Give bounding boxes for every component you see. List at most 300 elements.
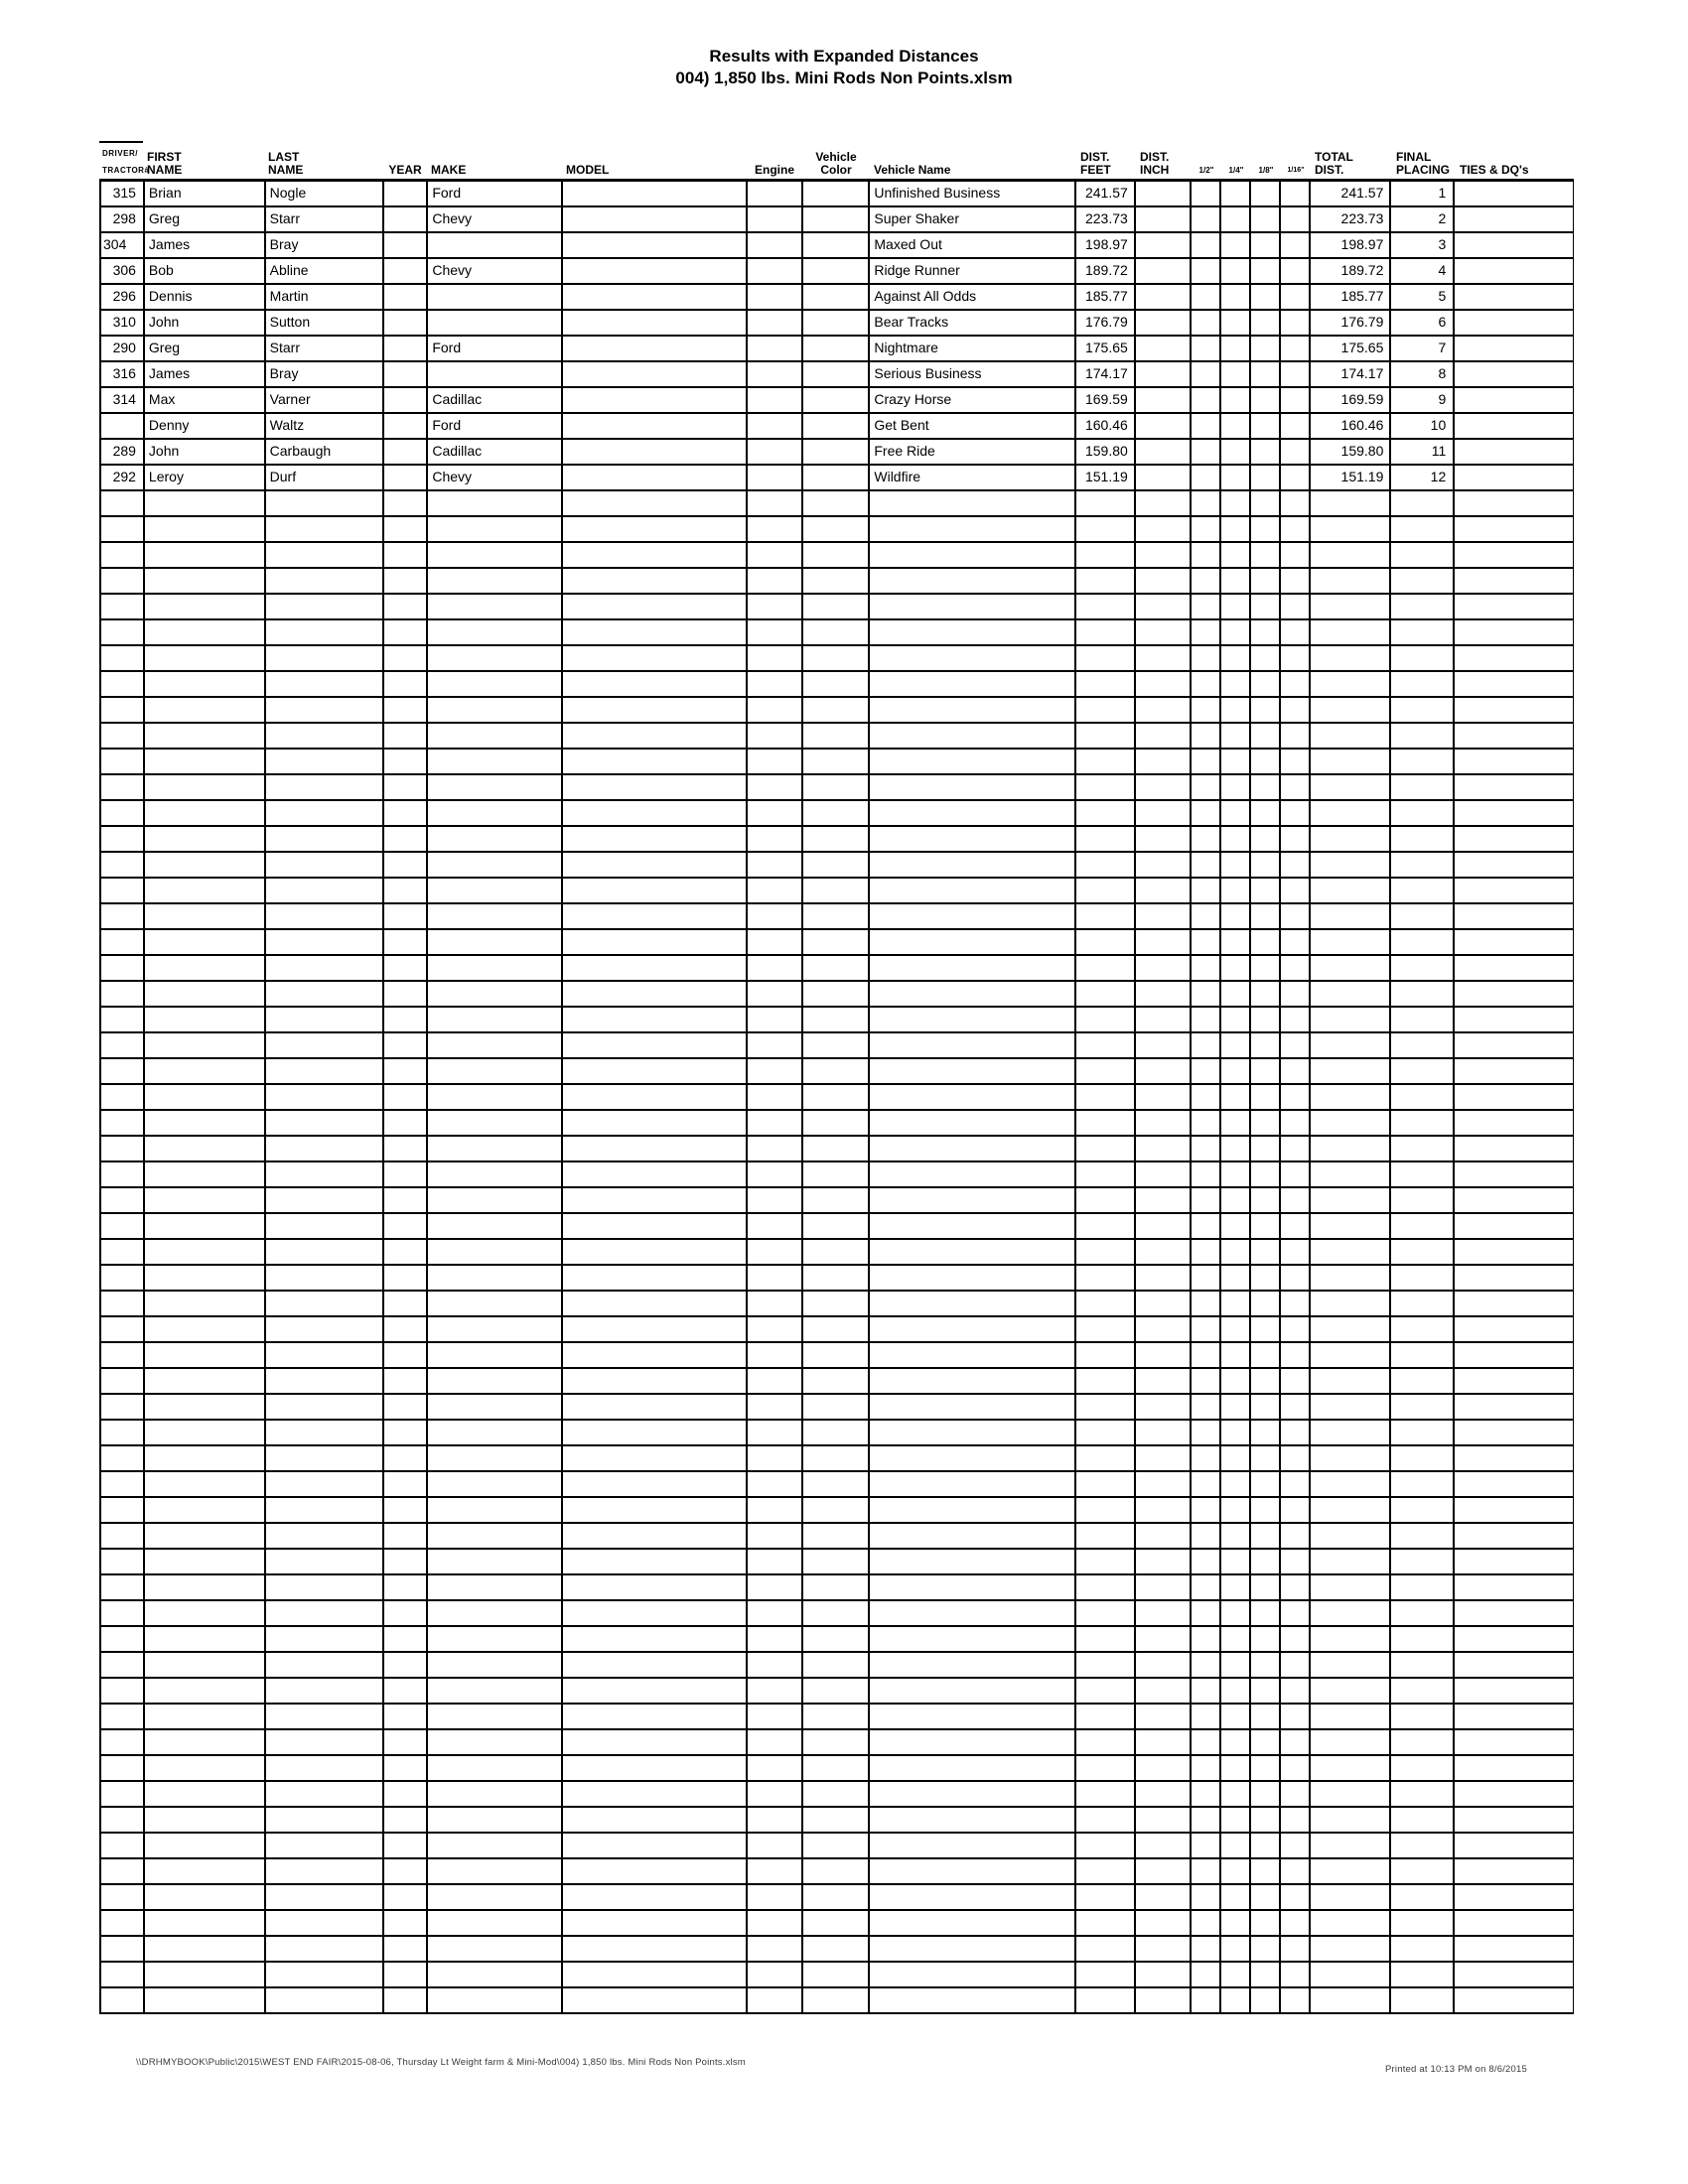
cell-ties [1455, 182, 1573, 205]
cell-quarter [1221, 879, 1251, 902]
cell-num [101, 750, 145, 773]
cell-num [101, 569, 145, 593]
cell-last [266, 1033, 385, 1057]
cell-sixteenth [1281, 750, 1311, 773]
cell-color [803, 1498, 871, 1522]
cell-last [266, 1369, 385, 1393]
cell-model [563, 337, 748, 360]
cell-color [803, 672, 871, 696]
cell-sixteenth [1281, 1808, 1311, 1832]
cell-eighth [1251, 1111, 1281, 1135]
empty-row [101, 1033, 1573, 1059]
cell-total: 159.80 [1311, 440, 1392, 464]
cell-sixteenth [1281, 930, 1311, 954]
cell-vehicle [870, 904, 1076, 928]
cell-quarter [1221, 388, 1251, 412]
cell-make [428, 1911, 563, 1935]
cell-half [1192, 182, 1221, 205]
cell-model [563, 1730, 748, 1754]
cell-placing [1391, 1834, 1455, 1857]
cell-inch [1136, 517, 1192, 541]
cell-vehicle [870, 1343, 1076, 1367]
cell-make [428, 1963, 563, 1986]
cell-eighth [1251, 1885, 1281, 1909]
column-header-placing: FINAL PLACING [1396, 150, 1450, 177]
cell-half [1192, 440, 1221, 464]
cell-vehicle: Wildfire [870, 466, 1076, 489]
cell-quarter [1221, 1395, 1251, 1419]
cell-make [428, 517, 563, 541]
cell-last [266, 1885, 385, 1909]
cell-color [803, 1188, 871, 1212]
cell-placing [1391, 775, 1455, 799]
cell-quarter [1221, 1162, 1251, 1186]
cell-year [384, 853, 428, 877]
cell-num [101, 543, 145, 567]
cell-inch [1136, 362, 1192, 386]
cell-vehicle: Maxed Out [870, 233, 1076, 257]
cell-quarter [1221, 1601, 1251, 1625]
cell-eighth [1251, 1162, 1281, 1186]
cell-engine [748, 569, 803, 593]
cell-num [101, 646, 145, 670]
cell-engine [748, 1214, 803, 1238]
cell-half [1192, 1059, 1221, 1083]
cell-make [428, 620, 563, 644]
cell-total [1311, 1782, 1392, 1806]
cell-inch [1136, 440, 1192, 464]
cell-half [1192, 1524, 1221, 1548]
cell-year [384, 1988, 428, 2012]
cell-quarter [1221, 337, 1251, 360]
cell-total [1311, 1472, 1392, 1496]
cell-eighth [1251, 1988, 1281, 2012]
cell-make [428, 1730, 563, 1754]
cell-inch [1136, 595, 1192, 618]
cell-first [145, 569, 266, 593]
cell-last [266, 1963, 385, 1986]
cell-engine [748, 1059, 803, 1083]
cell-vehicle [870, 750, 1076, 773]
cell-engine [748, 1111, 803, 1135]
cell-make [428, 1162, 563, 1186]
cell-half [1192, 620, 1221, 644]
cell-first: Dennis [145, 285, 266, 309]
column-header-sixteenth: 1/16" [1287, 167, 1305, 174]
cell-inch [1136, 698, 1192, 722]
cell-feet: 159.80 [1076, 440, 1136, 464]
cell-make: Ford [428, 414, 563, 438]
cell-feet [1076, 904, 1136, 928]
cell-total: 198.97 [1311, 233, 1392, 257]
cell-eighth [1251, 1756, 1281, 1780]
cell-engine [748, 1756, 803, 1780]
cell-color [803, 1059, 871, 1083]
cell-eighth [1251, 569, 1281, 593]
cell-feet [1076, 1911, 1136, 1935]
empty-row [101, 1550, 1573, 1575]
cell-feet [1076, 1575, 1136, 1599]
cell-num: 296 [101, 285, 145, 309]
cell-last [266, 1395, 385, 1419]
cell-ties [1455, 1653, 1573, 1677]
cell-total [1311, 1188, 1392, 1212]
cell-first [145, 1679, 266, 1703]
cell-last [266, 1008, 385, 1031]
cell-model [563, 1834, 748, 1857]
cell-year [384, 1937, 428, 1961]
cell-inch [1136, 1266, 1192, 1290]
cell-num [101, 853, 145, 877]
cell-year [384, 1885, 428, 1909]
cell-last [266, 724, 385, 748]
cell-feet [1076, 569, 1136, 593]
cell-engine [748, 1008, 803, 1031]
cell-make [428, 1240, 563, 1264]
cell-model [563, 1988, 748, 2012]
cell-year [384, 879, 428, 902]
cell-sixteenth [1281, 595, 1311, 618]
cell-model [563, 930, 748, 954]
cell-num [101, 1627, 145, 1651]
result-row [101, 259, 1573, 285]
cell-model [563, 1369, 748, 1393]
cell-num [101, 1395, 145, 1419]
cell-first: Bob [145, 259, 266, 283]
cell-vehicle [870, 724, 1076, 748]
cell-color [803, 904, 871, 928]
cell-eighth [1251, 904, 1281, 928]
cell-engine [748, 1472, 803, 1496]
cell-ties [1455, 1963, 1573, 1986]
cell-quarter [1221, 1498, 1251, 1522]
cell-inch [1136, 1705, 1192, 1728]
cell-ties [1455, 1808, 1573, 1832]
cell-inch [1136, 620, 1192, 644]
cell-vehicle [870, 1266, 1076, 1290]
empty-row [101, 801, 1573, 827]
cell-total [1311, 1498, 1392, 1522]
cell-placing: 4 [1391, 259, 1455, 283]
cell-year [384, 1601, 428, 1625]
cell-sixteenth [1281, 311, 1311, 335]
column-header-vehicle: Vehicle Name [874, 163, 951, 177]
cell-model [563, 1266, 748, 1290]
cell-feet [1076, 801, 1136, 825]
cell-placing [1391, 930, 1455, 954]
cell-num: 314 [101, 388, 145, 412]
cell-half [1192, 466, 1221, 489]
cell-year [384, 646, 428, 670]
cell-engine [748, 1859, 803, 1883]
cell-inch [1136, 1937, 1192, 1961]
cell-make [428, 1111, 563, 1135]
empty-row [101, 1085, 1573, 1111]
cell-eighth [1251, 1137, 1281, 1160]
cell-color [803, 388, 871, 412]
cell-vehicle: Against All Odds [870, 285, 1076, 309]
cell-make [428, 1292, 563, 1315]
cell-model [563, 182, 748, 205]
cell-total [1311, 1679, 1392, 1703]
cell-engine [748, 1705, 803, 1728]
cell-engine [748, 1653, 803, 1677]
cell-ties [1455, 1834, 1573, 1857]
cell-make [428, 569, 563, 593]
empty-row [101, 1188, 1573, 1214]
cell-make [428, 724, 563, 748]
cell-model [563, 1240, 748, 1264]
column-header-total: TOTAL DIST. [1315, 150, 1353, 177]
cell-placing [1391, 1421, 1455, 1444]
cell-ties [1455, 904, 1573, 928]
empty-row [101, 1369, 1573, 1395]
cell-num [101, 1137, 145, 1160]
cell-engine [748, 1240, 803, 1264]
cell-last: Starr [266, 207, 385, 231]
cell-ties [1455, 1369, 1573, 1393]
column-header-quarter: 1/4" [1228, 166, 1244, 175]
cell-sixteenth [1281, 1550, 1311, 1573]
cell-half [1192, 1627, 1221, 1651]
cell-half [1192, 1369, 1221, 1393]
cell-placing: 9 [1391, 388, 1455, 412]
cell-engine [748, 750, 803, 773]
cell-sixteenth [1281, 1292, 1311, 1315]
cell-feet [1076, 982, 1136, 1006]
empty-row [101, 904, 1573, 930]
cell-feet [1076, 1550, 1136, 1573]
cell-color [803, 233, 871, 257]
cell-sixteenth [1281, 1343, 1311, 1367]
cell-num [101, 1808, 145, 1832]
cell-placing [1391, 1395, 1455, 1419]
cell-color [803, 930, 871, 954]
cell-sixteenth [1281, 517, 1311, 541]
cell-color [803, 853, 871, 877]
cell-num [101, 1292, 145, 1315]
cell-sixteenth [1281, 1756, 1311, 1780]
cell-quarter [1221, 1937, 1251, 1961]
cell-inch [1136, 1601, 1192, 1625]
cell-sixteenth [1281, 388, 1311, 412]
cell-sixteenth [1281, 853, 1311, 877]
cell-feet [1076, 1214, 1136, 1238]
empty-row [101, 646, 1573, 672]
cell-ties [1455, 1885, 1573, 1909]
cell-inch [1136, 1214, 1192, 1238]
cell-total [1311, 1162, 1392, 1186]
cell-feet: 223.73 [1076, 207, 1136, 231]
cell-model [563, 466, 748, 489]
cell-ties [1455, 1266, 1573, 1290]
cell-vehicle [870, 1292, 1076, 1315]
cell-ties [1455, 620, 1573, 644]
cell-color [803, 543, 871, 567]
cell-sixteenth [1281, 182, 1311, 205]
cell-total [1311, 775, 1392, 799]
empty-row [101, 1317, 1573, 1343]
cell-year [384, 1679, 428, 1703]
cell-num [101, 1782, 145, 1806]
cell-make [428, 1266, 563, 1290]
cell-vehicle [870, 879, 1076, 902]
cell-total [1311, 1756, 1392, 1780]
cell-model [563, 1679, 748, 1703]
empty-row [101, 1575, 1573, 1601]
cell-model [563, 956, 748, 980]
cell-feet [1076, 827, 1136, 851]
cell-last [266, 1653, 385, 1677]
cell-inch [1136, 879, 1192, 902]
cell-model [563, 1421, 748, 1444]
cell-placing [1391, 1627, 1455, 1651]
cell-sixteenth [1281, 1472, 1311, 1496]
cell-placing: 11 [1391, 440, 1455, 464]
cell-vehicle [870, 801, 1076, 825]
cell-make [428, 827, 563, 851]
cell-color [803, 620, 871, 644]
cell-eighth [1251, 1343, 1281, 1367]
cell-quarter [1221, 1679, 1251, 1703]
cell-last [266, 1859, 385, 1883]
cell-ties [1455, 1214, 1573, 1238]
cell-vehicle [870, 853, 1076, 877]
cell-half [1192, 491, 1221, 515]
cell-num [101, 1111, 145, 1135]
column-header-ties: TIES & DQ's [1460, 163, 1529, 177]
cell-placing [1391, 1111, 1455, 1135]
cell-sixteenth [1281, 698, 1311, 722]
cell-half [1192, 1885, 1221, 1909]
cell-num [101, 1705, 145, 1728]
cell-half [1192, 1679, 1221, 1703]
cell-model [563, 827, 748, 851]
cell-total [1311, 1834, 1392, 1857]
cell-color [803, 491, 871, 515]
column-header-year: YEAR [388, 163, 422, 177]
cell-color [803, 569, 871, 593]
cell-placing: 10 [1391, 414, 1455, 438]
cell-make [428, 1705, 563, 1728]
cell-feet [1076, 1317, 1136, 1341]
report-title-line1: Results with Expanded Distances [709, 47, 979, 66]
cell-feet: 174.17 [1076, 362, 1136, 386]
cell-sixteenth [1281, 1705, 1311, 1728]
cell-placing [1391, 1446, 1455, 1470]
cell-vehicle [870, 1885, 1076, 1909]
cell-vehicle [870, 1240, 1076, 1264]
cell-make [428, 879, 563, 902]
cell-last [266, 1498, 385, 1522]
cell-num [101, 1730, 145, 1754]
cell-quarter [1221, 1472, 1251, 1496]
cell-ties [1455, 543, 1573, 567]
cell-sixteenth [1281, 569, 1311, 593]
column-header-last: LAST NAME [268, 150, 304, 177]
cell-make [428, 1575, 563, 1599]
cell-engine [748, 1575, 803, 1599]
cell-make [428, 1601, 563, 1625]
cell-ties [1455, 801, 1573, 825]
cell-make [428, 1679, 563, 1703]
result-row [101, 414, 1573, 440]
cell-color [803, 1472, 871, 1496]
cell-sixteenth [1281, 904, 1311, 928]
cell-total [1311, 724, 1392, 748]
cell-color [803, 1085, 871, 1109]
cell-feet [1076, 1988, 1136, 2012]
cell-eighth [1251, 1008, 1281, 1031]
cell-ties [1455, 1988, 1573, 2012]
cell-num [101, 1266, 145, 1290]
cell-color [803, 1756, 871, 1780]
cell-half [1192, 827, 1221, 851]
cell-make [428, 1472, 563, 1496]
cell-ties [1455, 259, 1573, 283]
cell-first [145, 1317, 266, 1341]
cell-vehicle [870, 982, 1076, 1006]
cell-sixteenth [1281, 1369, 1311, 1393]
cell-last [266, 1059, 385, 1083]
cell-sixteenth [1281, 1421, 1311, 1444]
cell-ties [1455, 775, 1573, 799]
cell-sixteenth [1281, 1911, 1311, 1935]
cell-first [145, 620, 266, 644]
cell-first [145, 1963, 266, 1986]
cell-inch [1136, 1885, 1192, 1909]
cell-make [428, 1885, 563, 1909]
cell-inch [1136, 1808, 1192, 1832]
cell-color [803, 285, 871, 309]
cell-sixteenth [1281, 1498, 1311, 1522]
cell-quarter [1221, 724, 1251, 748]
cell-feet [1076, 1808, 1136, 1832]
cell-first: James [145, 362, 266, 386]
cell-eighth [1251, 1524, 1281, 1548]
cell-model [563, 1524, 748, 1548]
cell-half [1192, 517, 1221, 541]
cell-placing [1391, 620, 1455, 644]
cell-half [1192, 904, 1221, 928]
cell-year [384, 362, 428, 386]
cell-inch [1136, 1653, 1192, 1677]
column-header-make: MAKE [431, 163, 467, 177]
cell-half [1192, 1266, 1221, 1290]
cell-make [428, 1421, 563, 1444]
cell-sixteenth [1281, 1988, 1311, 2012]
cell-year [384, 259, 428, 283]
cell-num: 290 [101, 337, 145, 360]
cell-total [1311, 1137, 1392, 1160]
cell-feet [1076, 1859, 1136, 1883]
cell-make [428, 1317, 563, 1341]
cell-vehicle [870, 672, 1076, 696]
cell-placing [1391, 1137, 1455, 1160]
cell-num [101, 595, 145, 618]
cell-inch [1136, 1988, 1192, 2012]
cell-sixteenth [1281, 1395, 1311, 1419]
empty-row [101, 1292, 1573, 1317]
cell-color [803, 259, 871, 283]
cell-quarter [1221, 285, 1251, 309]
cell-eighth [1251, 1033, 1281, 1057]
cell-feet: 175.65 [1076, 337, 1136, 360]
cell-engine [748, 259, 803, 283]
empty-row [101, 930, 1573, 956]
cell-vehicle: Free Ride [870, 440, 1076, 464]
cell-vehicle [870, 1317, 1076, 1341]
